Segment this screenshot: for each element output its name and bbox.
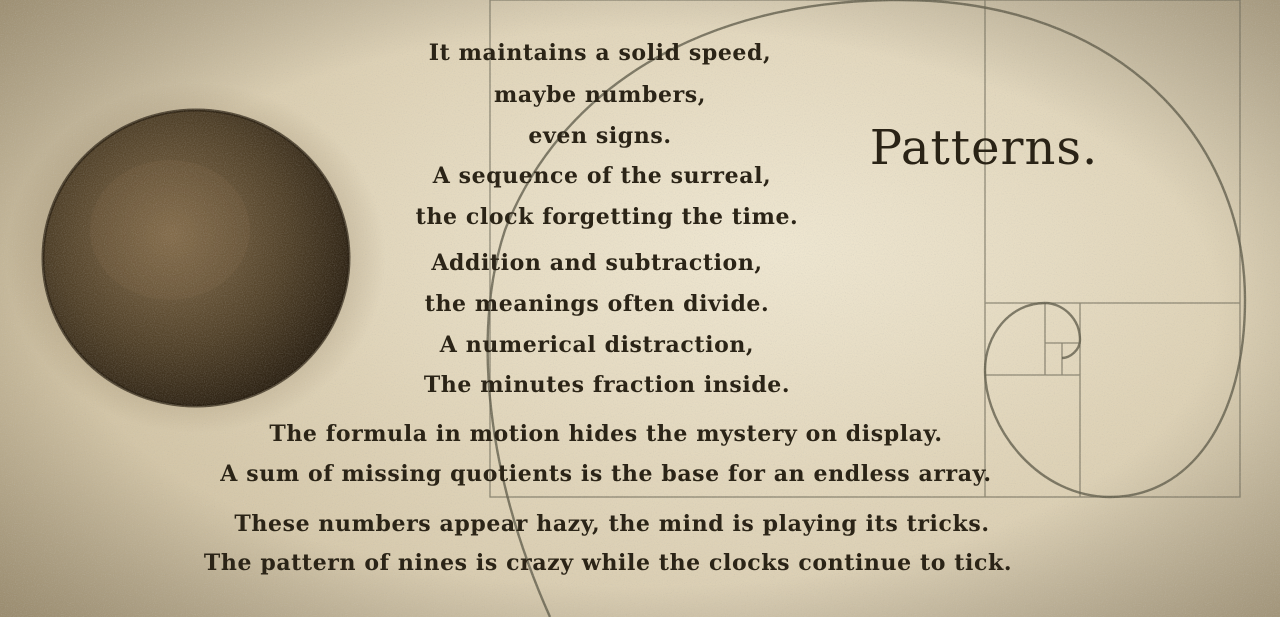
poem-line: These numbers appear hazy, the mind is playing its tricks. — [234, 511, 990, 537]
poem-line: the clock forgetting the time. — [415, 204, 799, 230]
poem-line: The pattern of nines is crazy while the clocks continue to tick. — [203, 550, 1013, 576]
poem-line: even signs. — [528, 123, 672, 149]
poem-line: A numerical distraction, — [439, 332, 755, 358]
poem-line: A sum of missing quotients is the base for an endless array. — [220, 461, 992, 487]
page-title: Patterns. — [869, 120, 1099, 176]
poem-line: Addition and subtraction, — [431, 250, 763, 276]
poem-line: A sequence of the surreal, — [432, 163, 772, 189]
poem-line: It maintains a solid speed, — [428, 40, 772, 66]
poem-line: maybe numbers, — [493, 82, 707, 108]
poem-line: The formula in motion hides the mystery on display. — [269, 421, 943, 447]
poem-line: the meanings often divide. — [424, 291, 770, 317]
poem-line: The minutes fraction inside. — [423, 372, 791, 398]
